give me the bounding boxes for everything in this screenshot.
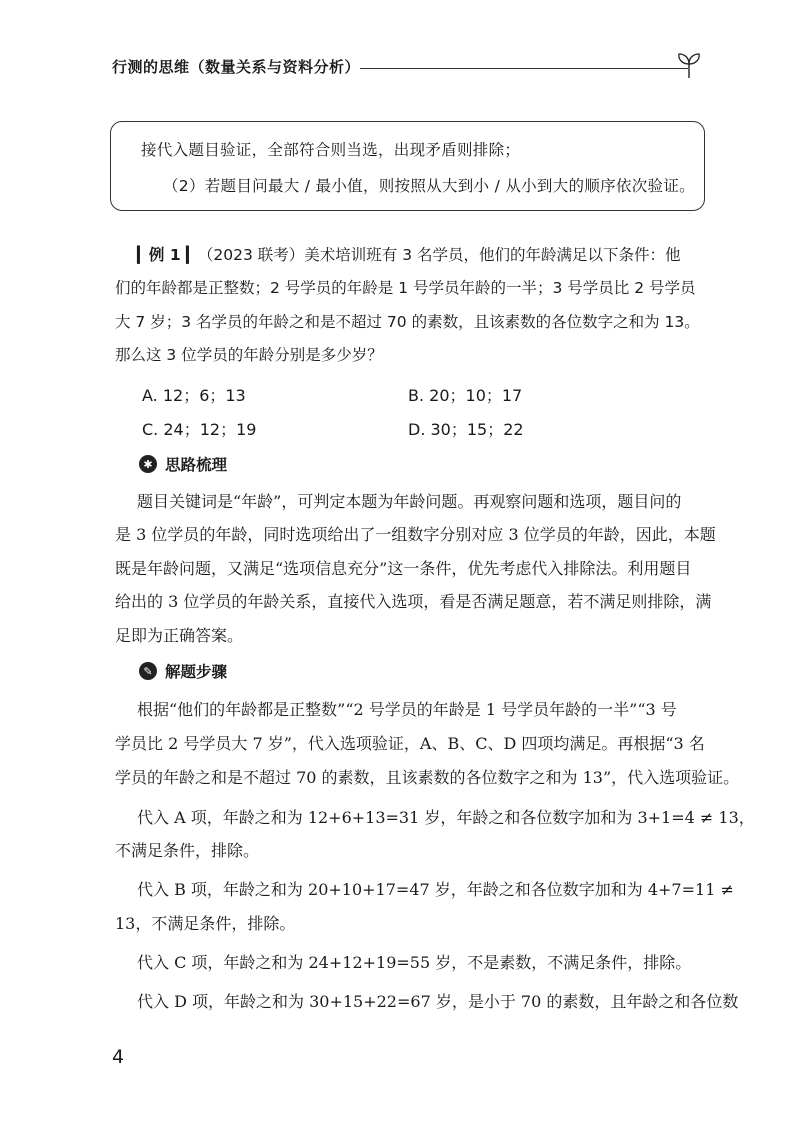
header-title: 行测的思维（数量关系与资料分析） <box>112 58 361 76</box>
example-line-2: 们的年龄都是正整数；2 号学员的年龄是 1 号学员年龄的一半；3 号学员比 2 号学员 <box>115 279 696 297</box>
example-text-1: （2023 联考）美术培训班有 3 名学员，他们的年龄满足以下条件：他 <box>197 246 681 264</box>
steps-heading <box>139 660 227 682</box>
note-line-1: 接代入题目验证，全部符合则当选，出现矛盾则排除； <box>141 141 521 159</box>
analysis-line-2: 是 3 位学员的年龄，同时选项给出了一组数字分别对应 3 位学员的年龄，因此，本题 <box>115 525 716 544</box>
example-tag: ▎例 1 ▎ <box>137 246 198 264</box>
steps-line-7: 13，不满足条件，排除。 <box>115 914 296 933</box>
steps-line-6: 代入 B 项，年龄之和为 20+10+17=47 岁，年龄之和各位数字加和为 4+7=11 ≠ <box>137 880 734 899</box>
steps-line-4: 代入 A 项，年龄之和为 12+6+13=31 岁，年龄之和各位数字加和为 3+1=4 ≠ 13， <box>137 808 755 827</box>
sprout-icon <box>676 50 702 80</box>
example-line-4: 那么这 3 位学员的年龄分别是多少岁？ <box>115 346 383 364</box>
running-header <box>112 50 702 86</box>
steps-line-5: 不满足条件，排除。 <box>115 841 260 860</box>
analysis-line-4: 给出的 3 位学员的年龄关系，直接代入选项，看是否满足题意，若不满足则排除，满 <box>115 592 712 611</box>
page-number: 4 <box>112 1046 125 1068</box>
option-c: C. 24；12；19 <box>142 420 257 439</box>
steps-line-2: 学员比 2 号学员大 7 岁”，代入选项验证，A、B、C、D 四项均满足。再根据“3 名 <box>115 734 705 753</box>
option-d: D. 30；15；22 <box>408 420 524 439</box>
option-a: A. 12；6；13 <box>142 386 246 405</box>
steps-title: 解题步骤 <box>165 663 228 681</box>
analysis-title: 思路梳理 <box>165 456 228 474</box>
lightbulb-icon: ✱ <box>139 455 157 473</box>
note-line-2: （2）若题目问最大 / 最小值，则按照从大到小 / 从小到大的顺序依次验证。 <box>163 177 695 195</box>
pencil-icon: ✎ <box>139 662 157 680</box>
option-b: B. 20；10；17 <box>408 386 523 405</box>
example-line-1 <box>137 243 681 265</box>
steps-line-1: 根据“他们的年龄都是正整数”“2 号学员的年龄是 1 号学员年龄的一半”“3 号 <box>137 700 677 719</box>
steps-line-9: 代入 D 项，年龄之和为 30+15+22=67 岁，是小于 70 的素数，且年龄之和各位数 <box>137 992 739 1011</box>
analysis-line-3: 既是年龄问题，又满足“选项信息充分”这一条件，优先考虑代入排除法。利用题目 <box>115 559 692 578</box>
steps-line-3: 学员的年龄之和是不超过 70 的素数，且该素数的各位数字之和为 13”，代入选项验证。 <box>115 768 740 787</box>
analysis-line-1: 题目关键词是“年龄”，可判定本题为年龄问题。再观察问题和选项，题目问的 <box>137 492 682 511</box>
steps-line-8: 代入 C 项，年龄之和为 24+12+19=55 岁，不是素数，不满足条件，排除。 <box>137 953 692 972</box>
example-line-3: 大 7 岁；3 名学员的年龄之和是不超过 70 的素数，且该素数的各位数字之和为 13。 <box>115 313 700 331</box>
analysis-heading <box>139 453 227 475</box>
header-rule <box>360 68 688 69</box>
note-box <box>110 121 705 211</box>
analysis-line-5: 足即为正确答案。 <box>115 626 244 645</box>
